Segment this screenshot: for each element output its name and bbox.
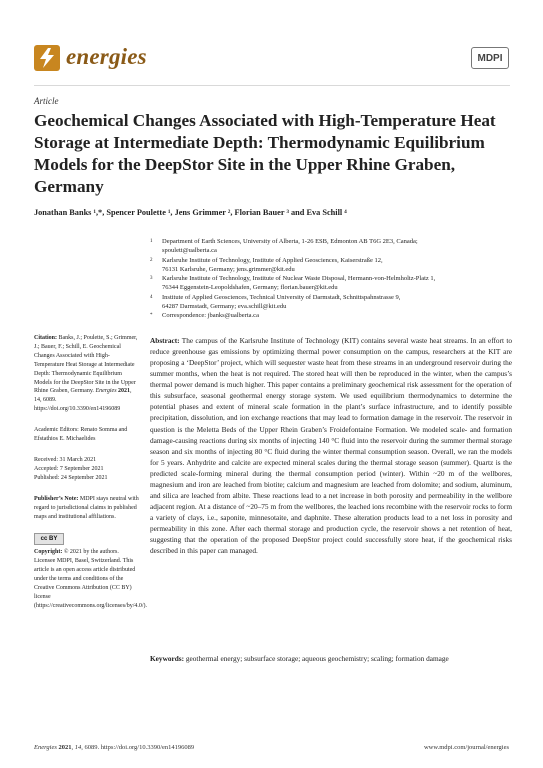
affiliation-line: 64287 Darmstadt, Germany; eva.schill@kit.edu — [162, 303, 287, 311]
copyright-text: © 2021 by the authors. Licensee MDPI, Basel, Switzerland. This article is an open access article distributed under the terms and conditions of the Creative Commons Attribution (CC BY) license (https://creativecommons.org/licenses/by/4.0/). — [34, 549, 148, 609]
abstract-text: The campus of the Karlsruhe Institute of Technology (KIT) contains several waste heat streams. In an effort to reduce greenhouse gas emissions by optimizing thermal power consumption on the campus, researchers at the KIT are proposing a ‘DeepStor’ project, which will sequester waste heat from these streams in an underground reservoir during the summer months, when the heat is not required. The stored heat will then be reproduced in the winter, when the campus’s thermal power demand is much higher. This paper contains a preliminary geochemical risk assessment for the operation of this subsurface, seasonal geothermal energy storage system. We used equilibrium thermodynamics to determine the potential phases and extent of mineral scale formation in the plant’s surface infrastructure, and to identify possible precipitation, dissolution, and ion exchange reactions that may lead to formation damage in the reservoir. The reservoir in question is the Meletta Beds of the Upper Rhein Graben’s Froidefontaine Formation. We modeled scale- and formation damage-causing reactions during six months of injecting 140 °C fluid into the reservoir during the summer thermal storage season and six months of injecting 80 °C fluid during the winter thermal consumption season. Overall, we ran the models for 5 years. Anhydrite and calcite are expected mineral scales during the thermal storage season (summer). Quartz is the predicted scale-forming mineral during the thermal consumption period (winter). Within ~20 m of the wellbores, magnesium and iron are leached from biotite; calcium and magnesium are leached from dolomite; and sodium, aluminum, and silica are leached from albite. These reactions lead to a net increase in both porosity and permeability in the wellbore adjacent region. At a distance of ~20–75 m from the wellbores, the leached ions recombine with the reservoir rocks to form a variety of clays, i.e., saponite, minnesotaite, and daphnite. These alteration products lead to a net loss in porosity and permeability in this zone. After each thermal storage and production cycle, the reservoir shows a net retention of heat, suggesting that the operation of the proposed DeepStor project could successfully store heat, if the geochemical risks described in this paper can managed. — [150, 336, 512, 556]
footer-doi[interactable]: , 6089. https://doi.org/10.3390/en14196089 — [81, 744, 195, 751]
affiliation-number: 1 — [150, 239, 153, 244]
accepted-date: Accepted: 7 September 2021 — [34, 465, 104, 472]
copyright — [34, 548, 148, 610]
footer-citation: Energies 2021, 14, 6089. https://doi.org/10.3390/en14196089 — [34, 744, 195, 751]
affiliation-item — [150, 274, 510, 293]
affiliation-line: Karlsruhe Institute of Technology, Institute of Applied Geosciences, Kaiserstraße 12, — [162, 256, 383, 264]
affiliation-line: Institute of Applied Geosciences, Technical University of Darmstadt, Schnittspahnstrasse 9, — [162, 293, 401, 301]
keywords — [150, 654, 512, 664]
keywords-text: geothermal energy; subsurface storage; aqueous geochemistry; scaling; formation damage — [185, 654, 449, 663]
abstract — [150, 335, 512, 556]
publisher-logo[interactable]: MDPI — [471, 47, 509, 69]
affiliation-number: 3 — [150, 276, 153, 282]
affiliation-item — [150, 237, 510, 256]
affiliation-line: Karlsruhe Institute of Technology, Institute of Nuclear Waste Disposal, Hermann-von-Helmholtz-Platz 1, — [162, 275, 436, 283]
cc-by-license-icon[interactable]: cc BY — [34, 533, 64, 545]
citation-year: 2021 — [118, 388, 131, 395]
correspondence-line: Correspondence: jbanks@ualberta.ca — [162, 312, 259, 320]
abstract-label: Abstract: — [150, 336, 180, 345]
affiliation-line: 76344 Eggenstein-Leopoldshafen, Germany; florian.bauer@kit.edu — [162, 284, 338, 292]
affiliation-number: 4 — [150, 294, 153, 300]
affiliation-line: spoulett@ualberta.ca — [162, 247, 217, 255]
publisher-note-label: Publisher’s Note: — [34, 495, 79, 502]
academic-editors: Academic Editors: Renato Somma and Efstathios E. Michaelides — [34, 427, 128, 443]
article-type: Article — [34, 96, 59, 106]
citation — [34, 334, 140, 414]
citation-journal: Energies — [95, 388, 117, 395]
footer-volume: 14 — [74, 744, 82, 751]
journal-name[interactable]: energies — [66, 44, 147, 69]
affiliation-number: * — [150, 313, 153, 319]
lightning-bolt-icon — [34, 45, 60, 71]
publisher-note — [34, 495, 140, 522]
article-title: Geochemical Changes Associated with High-Temperature Heat Storage at Intermediate Depth: Thermodynamic Equilibrium Models for the DeepStor Site in the Upper Rhine Graben, Germany — [34, 111, 496, 196]
affiliation-item — [150, 293, 510, 312]
affiliation-item — [150, 256, 510, 275]
citation-text: Banks, J.; Poulette, S.; Grimmer, J.; Bauer, F.; Schill, E. Geochemical Changes Associated with High-Temperature Heat Storage at Intermediate Depth: Thermodynamic Equilibrium Models for the DeepStor Site in the Upper Rhine Graben, Germany. — [34, 335, 138, 395]
affiliation-number: 2 — [150, 257, 153, 263]
journal-logo-icon — [34, 45, 60, 71]
copyright-label: Copyright: — [34, 549, 63, 556]
footer-journal: Energies — [34, 744, 57, 751]
affiliation-line: 76131 Karlsruhe, Germany; jens.grimmer@kit.edu — [162, 265, 295, 273]
publisher-note-text: MDPI stays neutral with regard to jurisdictional claims in published maps and institutional affiliations. — [34, 495, 139, 520]
affiliation-list — [150, 237, 510, 321]
correspondence-item — [150, 311, 510, 320]
article-sidebar — [34, 334, 148, 611]
affiliation-line: Department of Earth Sciences, University of Alberta, 1-26 ESB, Edmonton AB T6G 2E3, Canada; — [162, 238, 418, 245]
footer-year: 2021 — [58, 744, 72, 751]
received-date: Received: 31 March 2021 — [34, 456, 97, 463]
citation-doi[interactable]: , 14, 6089. https://doi.org/10.3390/en14196089 — [34, 388, 132, 413]
keywords-label: Keywords: — [150, 654, 185, 663]
published-date: Published: 24 September 2021 — [34, 474, 108, 481]
header-divider — [34, 85, 510, 86]
author-list: Jonathan Banks ¹,*, Spencer Poulette ¹, Jens Grimmer ², Florian Bauer ³ and Eva Schill ⁴ — [34, 208, 347, 217]
citation-label: Citation: — [34, 335, 57, 341]
footer-website-link[interactable]: www.mdpi.com/journal/energies — [423, 744, 509, 751]
